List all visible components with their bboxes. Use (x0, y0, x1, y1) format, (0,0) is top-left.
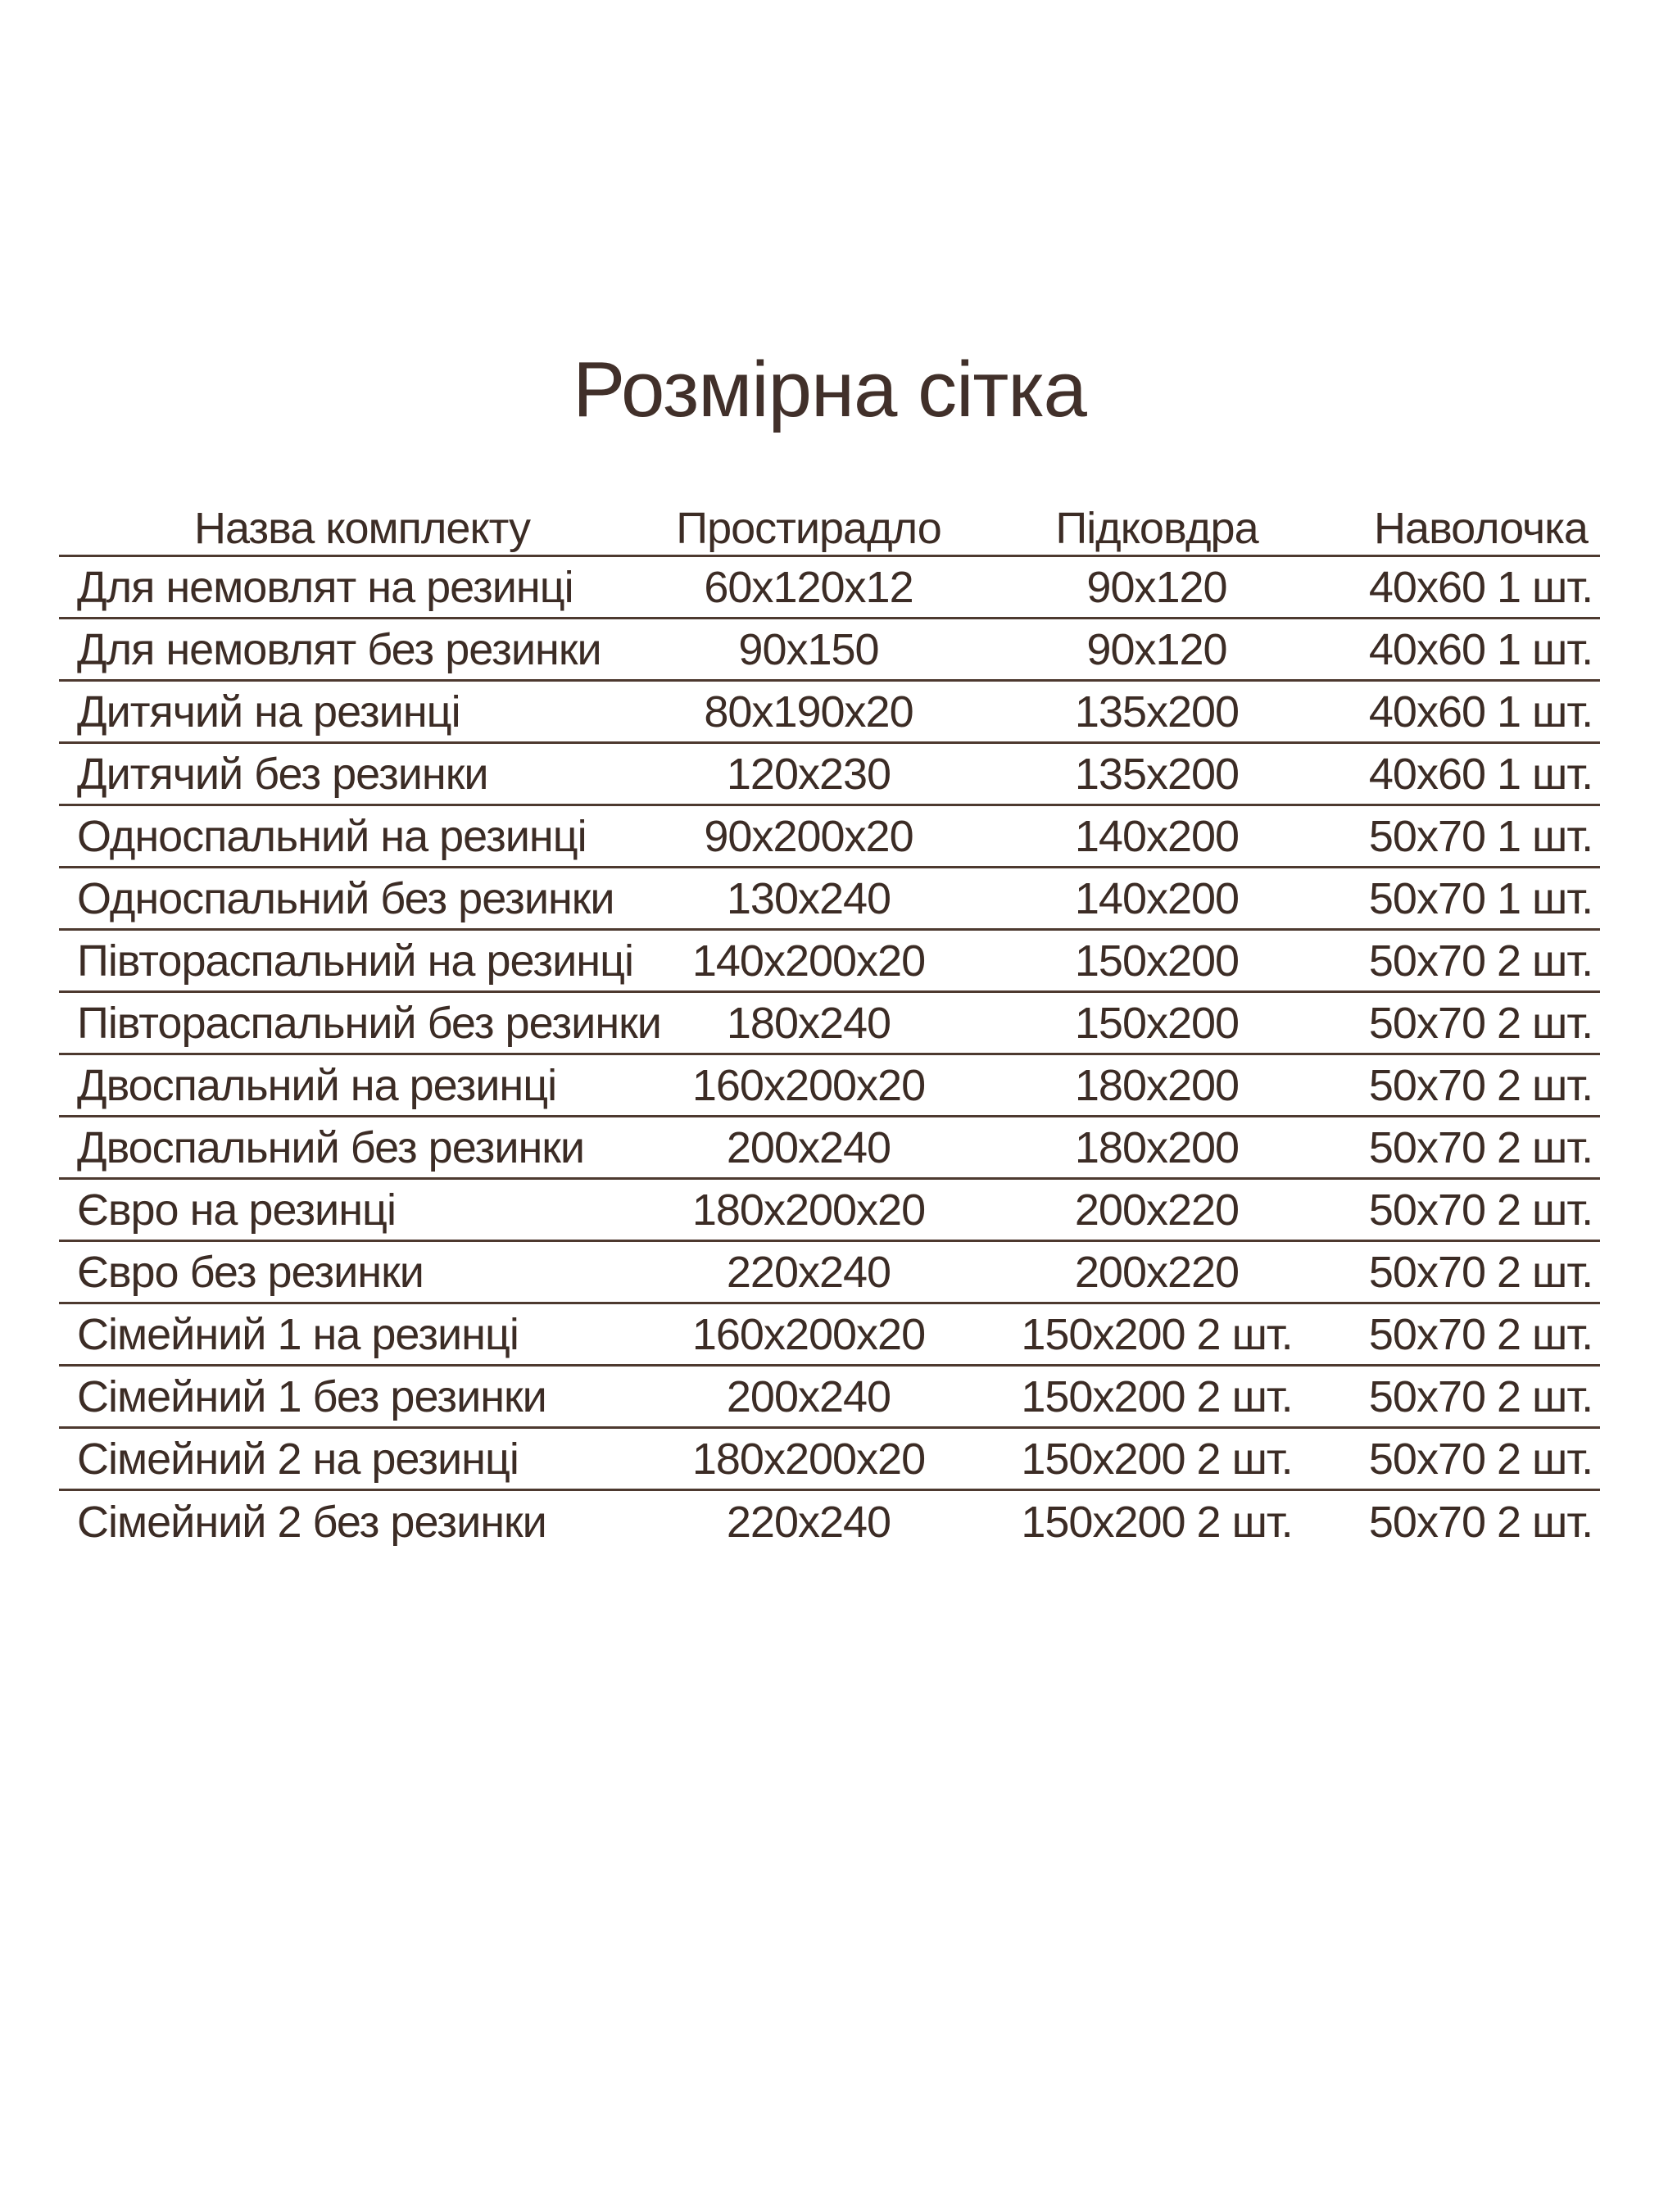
sheet-size-cell: 60х120х12 (704, 562, 913, 612)
table-row (59, 993, 1600, 1055)
set-name-cell: Односпальний на резинці (77, 811, 587, 861)
column-header-sheet: Простирадло (676, 503, 941, 553)
sheet-size-cell: 90х200х20 (704, 811, 913, 861)
sheet-size-cell: 180х200х20 (691, 1185, 926, 1235)
page-title: Розмірна сітка (573, 346, 1086, 433)
set-name-cell: Сімейний 1 без резинки (77, 1371, 546, 1421)
column-header-pillowcase: Наволочка (1374, 503, 1588, 553)
duvet-size-cell: 200х220 (1074, 1185, 1240, 1235)
column-header-set-name: Назва комплекту (193, 503, 531, 553)
sheet-size-cell: 200х240 (726, 1371, 891, 1421)
pillowcase-size-cell: 40х60 1 шт. (1368, 749, 1593, 799)
table-row (59, 619, 1600, 682)
pillowcase-size-cell: 50х70 2 шт. (1368, 1122, 1593, 1172)
sheet-size-cell: 220х240 (726, 1247, 891, 1297)
sheet-size-cell: 160х200х20 (691, 1309, 926, 1359)
sheet-size-cell: 130х240 (726, 873, 891, 923)
pillowcase-size-cell: 50х70 2 шт. (1368, 1498, 1593, 1547)
table-row (59, 931, 1600, 993)
duvet-size-cell: 180х200 (1074, 1060, 1240, 1110)
table-row (59, 1242, 1600, 1304)
table-header-row (59, 501, 1600, 557)
size-table (59, 501, 1600, 1553)
sheet-size-cell: 120х230 (726, 749, 891, 799)
table-row (59, 1180, 1600, 1242)
set-name-cell: Дитячий на резинці (77, 687, 460, 737)
duvet-size-cell: 135х200 (1074, 749, 1240, 799)
set-name-cell: Для немовлят на резинці (77, 562, 573, 612)
duvet-size-cell: 150х200 2 шт. (1021, 1498, 1293, 1547)
column-header-duvet-cover: Підковдра (1055, 503, 1258, 553)
pillowcase-size-cell: 50х70 2 шт. (1368, 998, 1593, 1048)
pillowcase-size-cell: 50х70 2 шт. (1368, 1060, 1593, 1110)
sheet-size-cell: 180х200х20 (691, 1434, 926, 1484)
set-name-cell: Півтораспальний без резинки (77, 998, 661, 1048)
pillowcase-size-cell: 50х70 2 шт. (1368, 936, 1593, 986)
table-row (59, 744, 1600, 806)
duvet-size-cell: 150х200 2 шт. (1021, 1371, 1293, 1421)
table-row (59, 806, 1600, 868)
set-name-cell: Сімейний 1 на резинці (77, 1309, 519, 1359)
duvet-size-cell: 90х120 (1086, 624, 1227, 674)
table-row (59, 1491, 1600, 1553)
pillowcase-size-cell: 50х70 1 шт. (1368, 811, 1593, 861)
table-row (59, 557, 1600, 619)
table-row (59, 1429, 1600, 1491)
table-body (59, 557, 1600, 1553)
duvet-size-cell: 150х200 2 шт. (1021, 1434, 1293, 1484)
duvet-size-cell: 200х220 (1074, 1247, 1240, 1297)
set-name-cell: Сімейний 2 на резинці (77, 1434, 519, 1484)
pillowcase-size-cell: 50х70 2 шт. (1368, 1185, 1593, 1235)
duvet-size-cell: 150х200 (1074, 998, 1240, 1048)
pillowcase-size-cell: 50х70 2 шт. (1368, 1309, 1593, 1359)
sheet-size-cell: 80х190х20 (704, 687, 913, 737)
table-row (59, 682, 1600, 744)
table-row (59, 1304, 1600, 1367)
pillowcase-size-cell: 50х70 2 шт. (1368, 1247, 1593, 1297)
set-name-cell: Двоспальний без резинки (77, 1122, 585, 1172)
set-name-cell: Для немовлят без резинки (77, 624, 601, 674)
sheet-size-cell: 220х240 (726, 1498, 891, 1547)
duvet-size-cell: 180х200 (1074, 1122, 1240, 1172)
set-name-cell: Євро без резинки (77, 1247, 424, 1297)
set-name-cell: Сімейний 2 без резинки (77, 1498, 546, 1547)
set-name-cell: Євро на резинці (77, 1185, 396, 1235)
set-name-cell: Дитячий без резинки (77, 749, 488, 799)
duvet-size-cell: 150х200 2 шт. (1021, 1309, 1293, 1359)
table-row (59, 868, 1600, 931)
set-name-cell: Двоспальний на резинці (77, 1060, 557, 1110)
duvet-size-cell: 135х200 (1074, 687, 1240, 737)
duvet-size-cell: 150х200 (1074, 936, 1240, 986)
sheet-size-cell: 140х200х20 (691, 936, 926, 986)
table-row (59, 1367, 1600, 1429)
pillowcase-size-cell: 40х60 1 шт. (1368, 687, 1593, 737)
sheet-size-cell: 160х200х20 (691, 1060, 926, 1110)
duvet-size-cell: 140х200 (1074, 811, 1240, 861)
pillowcase-size-cell: 50х70 1 шт. (1368, 873, 1593, 923)
pillowcase-size-cell: 50х70 2 шт. (1368, 1434, 1593, 1484)
table-row (59, 1055, 1600, 1117)
pillowcase-size-cell: 40х60 1 шт. (1368, 562, 1593, 612)
pillowcase-size-cell: 40х60 1 шт. (1368, 624, 1593, 674)
table-row (59, 1117, 1600, 1180)
set-name-cell: Односпальний без резинки (77, 873, 614, 923)
set-name-cell: Півтораспальний на резинці (77, 936, 634, 986)
pillowcase-size-cell: 50х70 2 шт. (1368, 1371, 1593, 1421)
sheet-size-cell: 90х150 (738, 624, 879, 674)
duvet-size-cell: 140х200 (1074, 873, 1240, 923)
sheet-size-cell: 180х240 (726, 998, 891, 1048)
duvet-size-cell: 90х120 (1086, 562, 1227, 612)
sheet-size-cell: 200х240 (726, 1122, 891, 1172)
